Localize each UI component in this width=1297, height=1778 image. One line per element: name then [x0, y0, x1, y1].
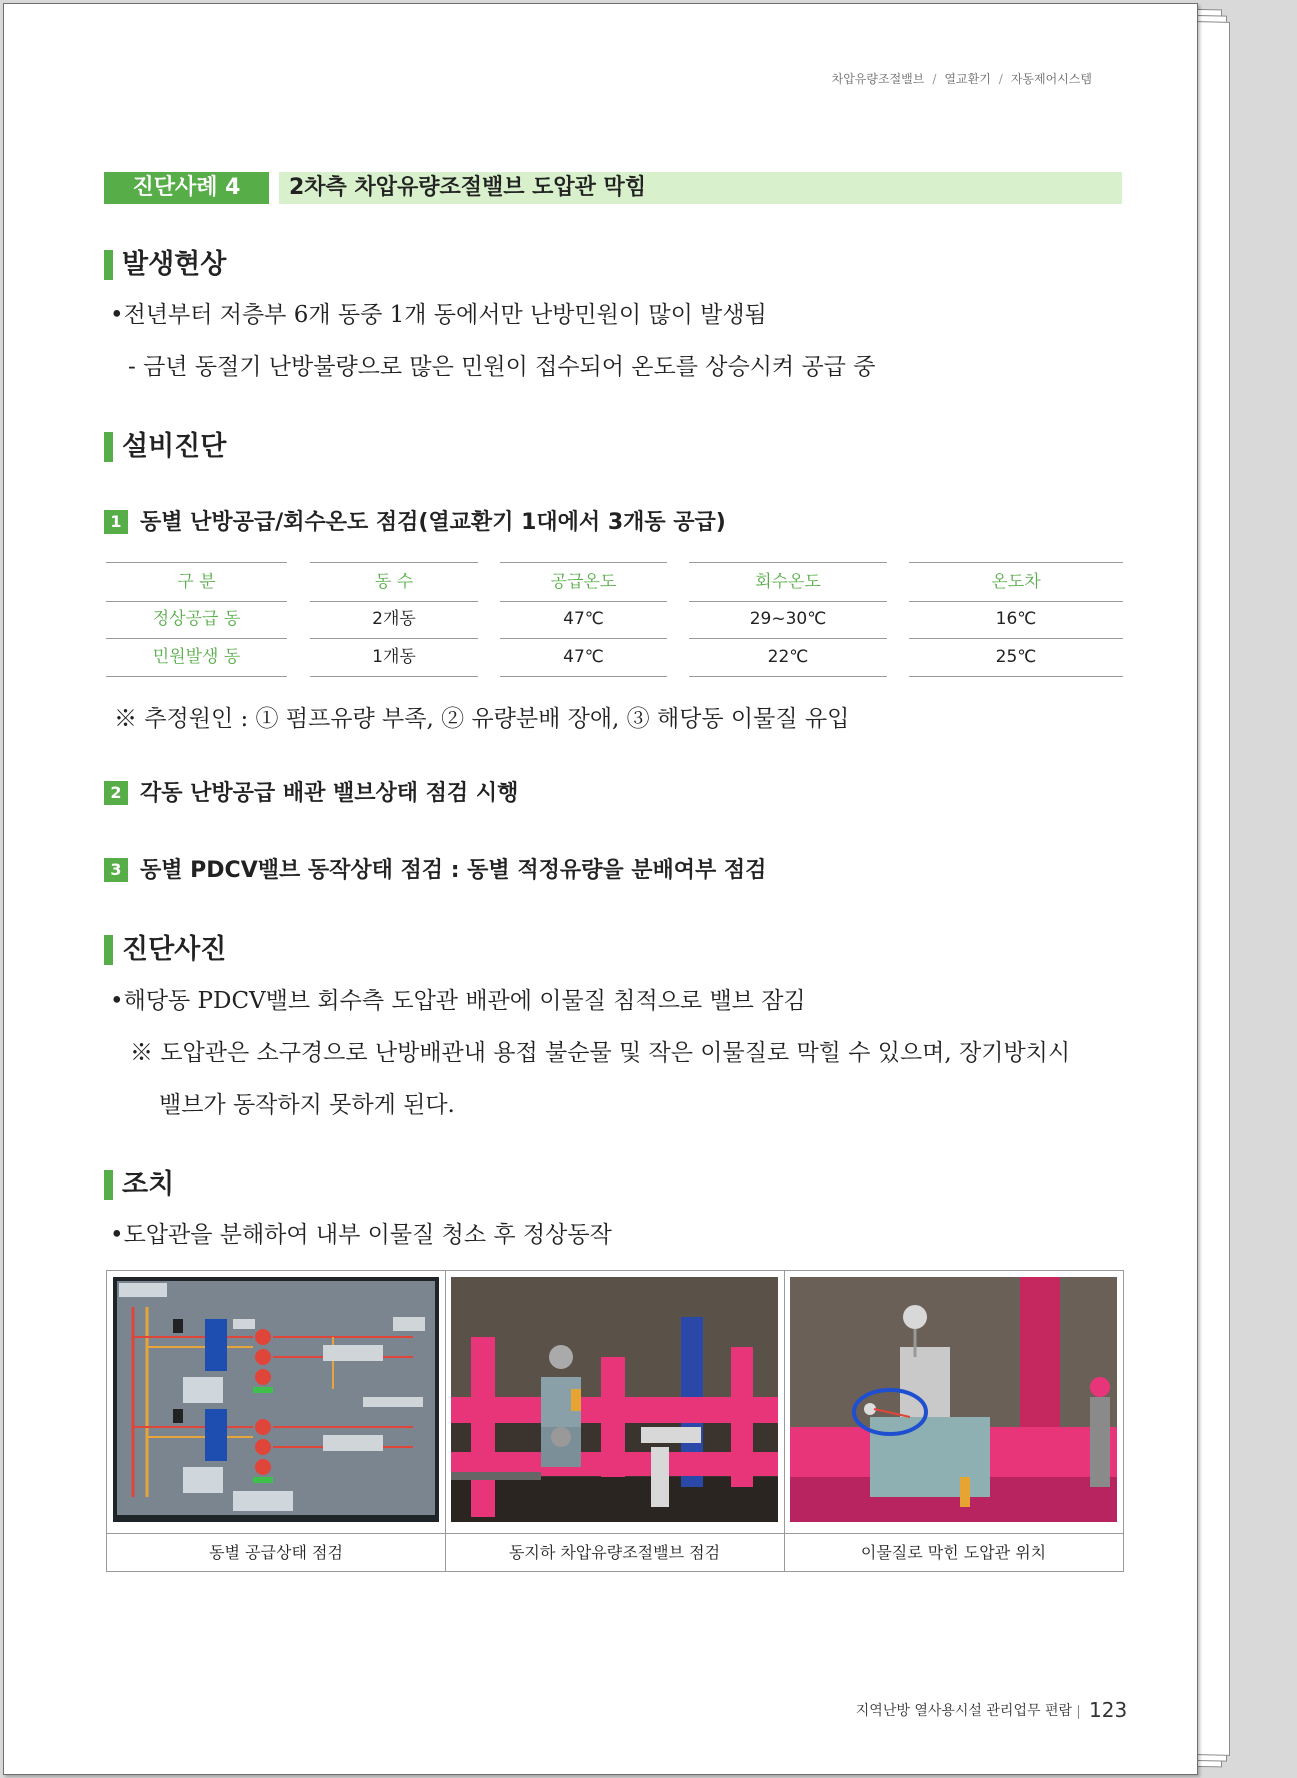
table-row [106, 600, 1123, 638]
occurrence-detail-line: - 금년 동절기 난방불량으로 많은 민원이 접수되어 온도를 상승시켜 공급 중 [128, 354, 876, 380]
table-cell: 1개동 [310, 638, 478, 677]
table-cell: 16℃ [909, 600, 1123, 639]
photos-line: •해당동 PDCV밸브 회수측 도압관 배관에 이물질 침적으로 밸브 잠김 [110, 988, 806, 1014]
occurrence-line: •전년부터 저층부 6개 동중 1개 동에서만 난방민원이 많이 발생됨 [110, 302, 767, 328]
breadcrumb-item[interactable]: 자동제어시스템 [1010, 72, 1092, 86]
table-header-cell: 동 수 [310, 562, 478, 602]
diagnosis-item-2 [104, 780, 518, 808]
table-cell: 2개동 [310, 600, 478, 639]
section-heading-photos: 진단사진 [104, 932, 226, 968]
blocked-tube-photo [790, 1277, 1117, 1522]
number-badge: 2 [104, 781, 128, 805]
temperature-table [106, 562, 1123, 676]
table-header-cell: 회수온도 [689, 562, 887, 602]
photo-cell [784, 1271, 1123, 1571]
photos-note-line: 밸브가 동작하지 못하게 된다. [159, 1092, 455, 1118]
table-cell: 22℃ [689, 638, 887, 677]
diagnosis-item-text: 동별 난방공급/회수온도 점검(열교환기 1대에서 3개동 공급) [140, 510, 726, 535]
valve-pipe-photo [451, 1277, 778, 1522]
photo-caption: 동별 공급상태 점검 [107, 1533, 445, 1572]
table-header-row [106, 562, 1123, 600]
breadcrumb-separator: / [932, 72, 937, 86]
footer-title: 지역난방 열사용시설 관리업무 편람 [855, 1703, 1072, 1719]
number-badge: 3 [104, 858, 128, 882]
photos-note-line: ※ 도압관은 소구경으로 난방배관내 용접 불순물 및 작은 이물질로 막힐 수 있으며, 장기방치시 [130, 1040, 1071, 1066]
table-cell: 47℃ [500, 638, 667, 677]
breadcrumb-separator: / [998, 72, 1003, 86]
photo-cell [445, 1271, 785, 1571]
diagnosis-item-1 [104, 509, 726, 537]
case-title: 2차측 차압유량조절밸브 도압관 막힘 [279, 172, 1122, 204]
table-cell: 25℃ [909, 638, 1123, 677]
photo-caption: 동지하 차압유량조절밸브 점검 [445, 1533, 784, 1572]
document-page [3, 3, 1198, 1775]
estimated-cause-note: ※ 추정원인 : ① 펌프유량 부족, ② 유량분배 장애, ③ 해당동 이물질 유입 [114, 706, 850, 732]
table-cell: 47℃ [500, 600, 667, 639]
diagnosis-item-text: 동별 PDCV밸브 동작상태 점검 : 동별 적정유량을 분배여부 점검 [140, 858, 767, 883]
table-cell-category: 정상공급 동 [106, 600, 287, 639]
diagnosis-item-text: 각동 난방공급 배관 밸브상태 점검 시행 [140, 781, 519, 806]
photo-grid [106, 1270, 1124, 1572]
table-cell: 29~30℃ [689, 600, 887, 639]
action-line: •도압관을 분해하여 내부 이물질 청소 후 정상동작 [110, 1222, 612, 1248]
case-label: 진단사례 4 [104, 172, 269, 204]
section-heading-occurrence: 발생현상 [104, 247, 226, 283]
breadcrumb-item[interactable]: 차압유량조절밸브 [831, 72, 925, 86]
page-number-divider [1078, 1705, 1079, 1719]
table-row [106, 638, 1123, 676]
breadcrumb-item[interactable]: 열교환기 [944, 72, 991, 86]
diagnosis-item-3 [104, 857, 766, 885]
breadcrumb [832, 70, 1092, 87]
table-cell-category: 민원발생 동 [106, 638, 287, 677]
photo-caption: 이물질로 막힌 도압관 위치 [784, 1533, 1123, 1572]
page-number: 123 [1089, 1698, 1128, 1722]
number-badge: 1 [104, 510, 128, 534]
table-header-cell: 온도차 [909, 562, 1123, 602]
photo-cell [107, 1271, 446, 1571]
control-screen-photo [113, 1277, 439, 1522]
section-heading-action: 조치 [104, 1167, 174, 1203]
table-header-cell: 구 분 [106, 562, 287, 602]
table-header-cell: 공급온도 [500, 562, 667, 602]
case-header [104, 172, 1122, 204]
section-heading-diagnosis: 설비진단 [104, 429, 226, 465]
